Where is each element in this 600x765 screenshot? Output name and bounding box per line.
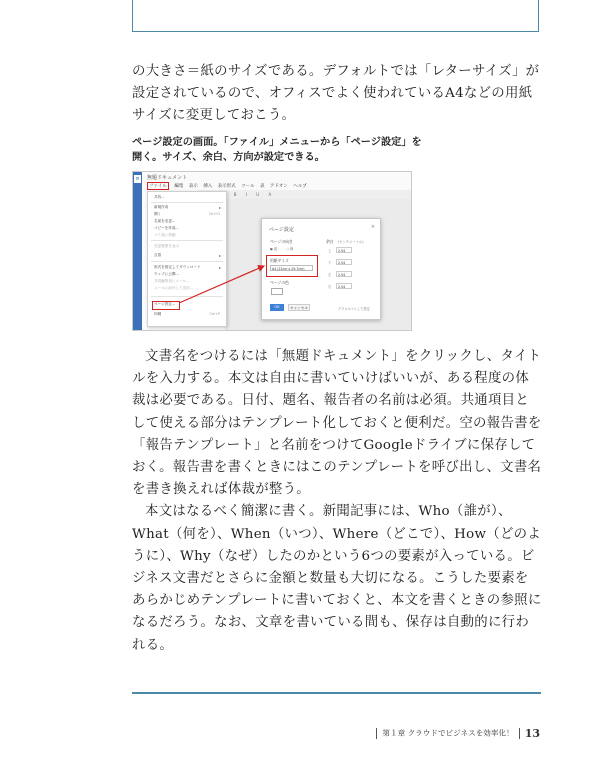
menu-item-email-collaborators[interactable]: 共同編集者にメール... — [154, 279, 190, 283]
paper-size-select[interactable]: A4 (21cm x 29.7cm) — [270, 265, 313, 271]
menu-item-page-setup[interactable]: ページ設定... — [154, 302, 176, 306]
submenu-arrow-icon: ▸ — [218, 253, 221, 258]
submenu-arrow-icon: ▸ — [218, 265, 221, 270]
doc-title: 無題ドキュメント — [147, 175, 188, 181]
menu-table[interactable]: 表 — [259, 184, 265, 189]
margin-right-label: 右 — [328, 285, 332, 289]
menu-item-language[interactable]: 言語 — [154, 253, 162, 257]
intro-text: の大きさ＝紙のサイズである。デフォルトでは「レターサイズ」が設定されているので、オフィスでよく使われているA4などの用紙サイズに変更しておこう。 — [132, 64, 540, 124]
margin-bottom-input[interactable]: 2.54 — [336, 259, 352, 265]
menu-edit[interactable]: 編集 — [174, 184, 184, 189]
paper-size-label: 用紙サイズ — [270, 258, 289, 263]
menu-item-print[interactable]: 印刷 — [154, 312, 162, 316]
menu-shortcut: Ctrl+P — [209, 312, 220, 316]
footer-divider — [376, 728, 377, 739]
menu-item-share[interactable]: 共有... — [154, 195, 165, 199]
orientation-label: ページの向き — [270, 239, 293, 244]
submenu-arrow-icon: ▸ — [218, 205, 221, 210]
ok-button[interactable]: OK — [270, 304, 284, 311]
paragraph-document-name: 文書名をつけるには「無題ドキュメント」をクリックし、タイトルを入力する。本文は自由に書いていけばいいが、ある程度の体裁は必要である。日付、題名、報告者の名前は必須。共通項目として使える部分はテンプレート化しておくと便利だ。空の報告書を「報告テンプレート」と名前をつけてGoogleドライブに保存しておく。報告書を書くときにはこのテンプレートを呼び出し、文書名を書き換えれば体裁が整う。 — [132, 349, 542, 498]
margins-unit: (センチメートル) — [338, 240, 364, 244]
portrait-label: 縦 — [273, 247, 278, 251]
footer-rule — [132, 692, 541, 694]
cancel-button[interactable]: キャンセル — [288, 304, 310, 311]
set-default-link[interactable]: デフォルトとして設定 — [338, 307, 370, 311]
underline-button[interactable]: U — [256, 192, 260, 197]
orientation-landscape-radio[interactable]: ○ 横 — [286, 247, 294, 251]
chapter-title: クラウドでビジネスを効率化！ — [407, 728, 514, 738]
menu-format[interactable]: 表示形式 — [217, 184, 236, 189]
menu-help[interactable]: ヘルプ — [293, 184, 307, 189]
intro-paragraph — [132, 61, 542, 128]
menu-shortcut: Ctrl+O — [208, 212, 220, 216]
margin-bottom-label: 下 — [328, 261, 332, 265]
margin-left-label: 左 — [328, 273, 332, 277]
menu-item-trash[interactable]: ゴミ箱に移動 — [154, 233, 176, 237]
close-icon[interactable]: × — [370, 224, 375, 230]
docs-logo-icon: ≡ — [135, 176, 140, 182]
page-color-label: ページの色 — [270, 280, 289, 285]
menu-item-new[interactable]: 新規作成 — [154, 205, 169, 209]
footer-divider — [519, 728, 520, 739]
menu-item-make-copy[interactable]: コピーを作成... — [154, 226, 179, 230]
page-footer — [371, 727, 540, 740]
figure-caption: ページ設定の画面。「ファイル」メニューから「ページ設定」を開く。サイズ、余白、方向が設定できる。 — [132, 137, 422, 163]
paragraph-concise-writing: 本文はなるべく簡潔に書く。新聞記事には、Who（誰が）、What（何を）、When（いつ）、Where（どこで）、How（どのように）、Why（なぜ）したのかという6つの要素が入っている。ビジネス文書だとさらに金額と数量も大切になる。こうした要素をあらかじめテンプレートに書いておくと、本文を書くときの参照になるだろう。なお、文章を書いている間も、保存は自動的に行われる。 — [132, 504, 542, 653]
main-paragraphs — [132, 346, 542, 657]
callout-arrow — [133, 172, 411, 330]
text-color-button[interactable]: A — [268, 192, 272, 197]
bold-button[interactable]: B — [233, 192, 237, 197]
menu-file[interactable]: ファイル — [149, 184, 167, 189]
dialog-title: ページ設定 — [269, 227, 294, 233]
menu-item-rename[interactable]: 名前を変更... — [154, 219, 176, 223]
page-number: 13 — [524, 727, 540, 740]
top-frame-box — [132, 0, 539, 32]
menu-item-email-attachment[interactable]: メールに添付して送信... — [154, 286, 194, 290]
landscape-label: 横 — [289, 247, 294, 251]
italic-button[interactable]: I — [245, 192, 247, 197]
margin-left-input[interactable]: 2.54 — [336, 271, 352, 277]
margins-label: 余白 — [326, 239, 334, 244]
menu-item-download-as[interactable]: 形式を指定してダウンロード — [154, 265, 201, 269]
margin-top-label: 上 — [328, 249, 332, 253]
menu-addons[interactable]: アドオン — [269, 184, 288, 189]
menu-item-revision-history[interactable]: 変更履歴を表示 — [154, 244, 180, 248]
menu-item-open[interactable]: 開く — [154, 212, 162, 216]
orientation-portrait-radio[interactable]: ● 縦 — [270, 247, 278, 251]
menu-insert[interactable]: 挿入 — [203, 184, 213, 189]
menu-tools[interactable]: ツール — [241, 184, 255, 189]
chapter-number: 第１章 — [382, 728, 406, 738]
menu-item-publish[interactable]: ウェブに公開... — [154, 272, 179, 276]
page-setup-screenshot — [132, 171, 412, 331]
menu-view[interactable]: 表示 — [188, 184, 198, 189]
margin-right-input[interactable]: 2.54 — [336, 283, 352, 289]
margin-top-input[interactable]: 2.54 — [336, 247, 352, 253]
